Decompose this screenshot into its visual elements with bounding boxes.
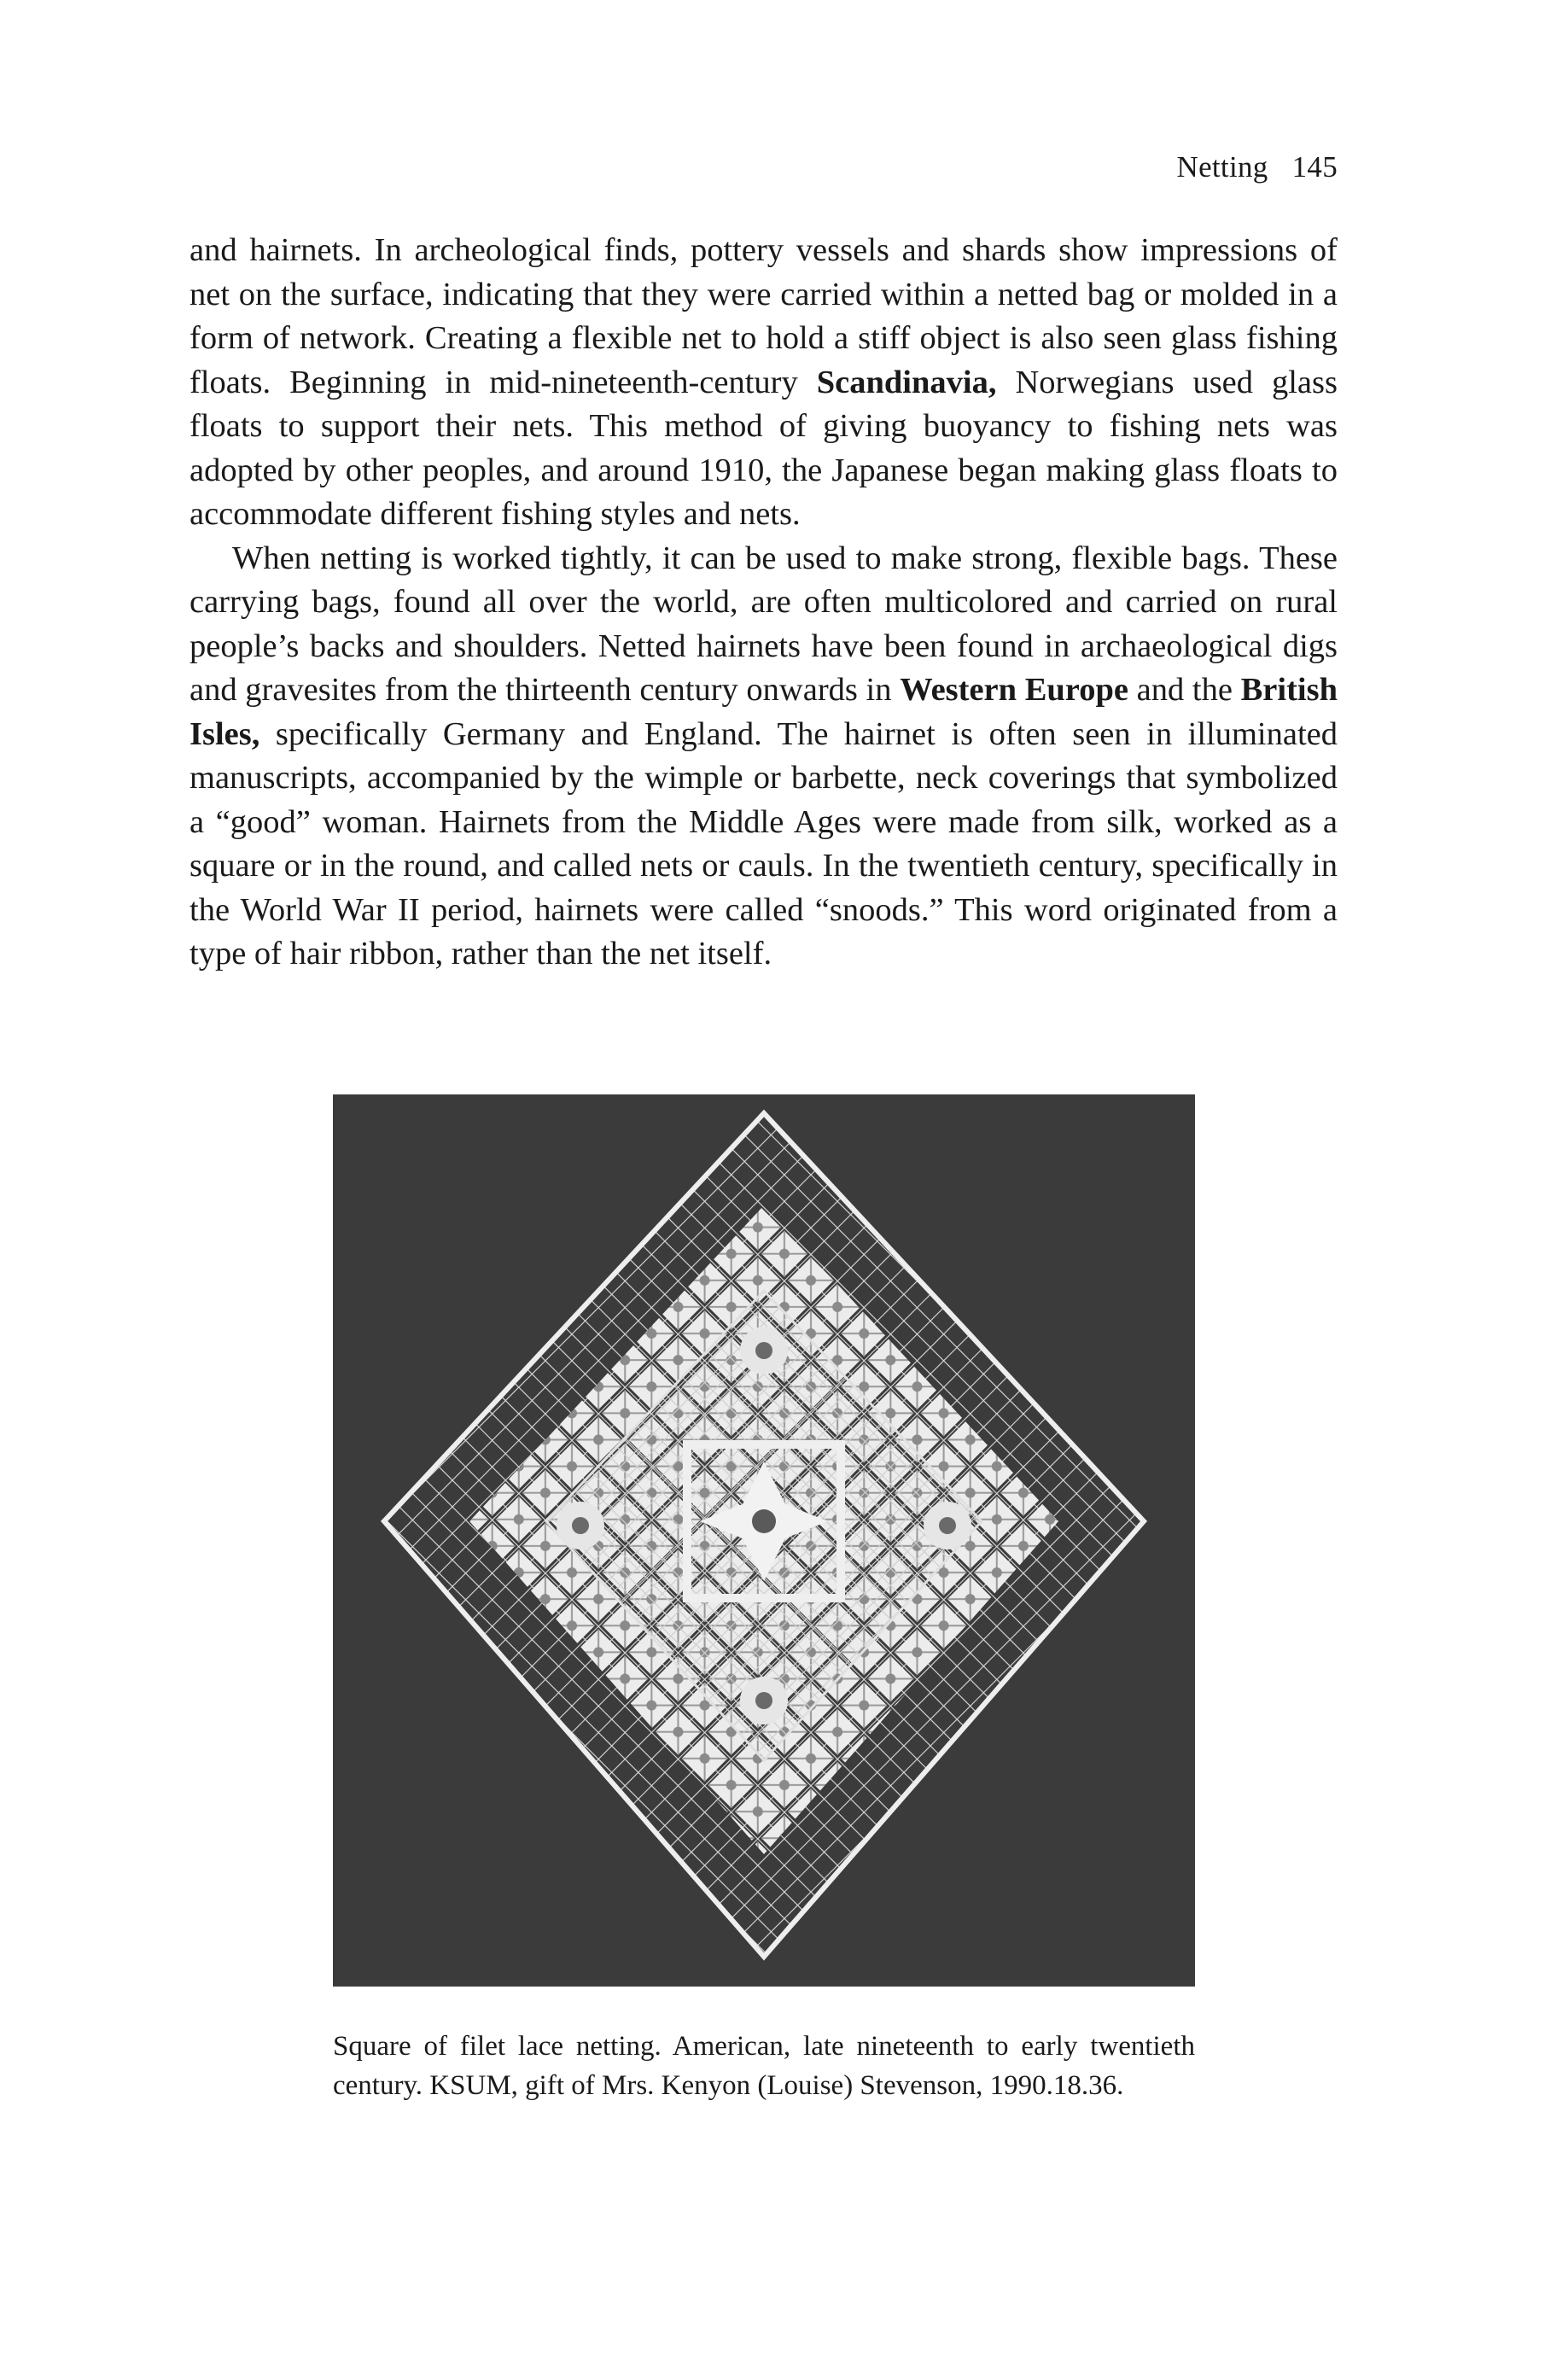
flower-motif-left — [557, 1502, 604, 1549]
text-run: When netting is worked tightly, it can be used to make strong, flexible bags. These carrying bags, found all over the world, are often multicolored and carried on rural people’s backs and shoulders. Netted hairnets have been found in archaeological digs and gravesites from the thirteenth century onwards in — [189, 540, 1338, 708]
text-run: and hairnets. In archeological finds, pottery vessels and shards show impressions of net on the surface, indicating that they were carried within a netted bag or molded in a form of network. Creating a flexible net to hold a stiff object is also seen glass fishing floats. Beginning in mid-nineteenth-century — [189, 232, 1338, 400]
running-head — [1177, 152, 1338, 182]
flower-motif-top — [740, 1327, 788, 1374]
flower-motif-right — [924, 1502, 971, 1549]
running-head-section: Netting — [1176, 150, 1268, 184]
body-text — [189, 229, 1338, 977]
flower-motif-bottom — [740, 1677, 788, 1724]
text-run: specifically Germany and England. The hairnet is often seen in illuminated manuscripts, accompanied by the wimple or barbette, neck coverings that symbolized a “good” woman. Hairnets from the Middle Ages were made from silk, worked as a square or in the round, and called nets or cauls. In the twentieth century, specifically in the World War II period, hairnets were called “snoods.” This word originated from a type of hair ribbon, rather than the net itself. — [189, 715, 1338, 972]
bold-term: Western Europe — [900, 672, 1128, 708]
filet-lace-image — [333, 1094, 1195, 1987]
figure-caption: Square of filet lace netting. American, late nineteenth to early twentieth century. KSUM, gift of Mrs. Kenyon (Louise) Stevenson, 1990.18.36. — [333, 2031, 1195, 2101]
bold-term: British Isles, — [189, 672, 1338, 752]
figure-filet-lace-photo — [333, 1094, 1195, 1987]
text-run: and the — [1128, 672, 1241, 708]
paragraph-2 — [189, 537, 1338, 977]
text-run: Norwegians used glass floats to support their nets. This method of giving buoyancy to fishing nets was adopted by other peoples, and around 1910, the Japanese began making glass floats to accommodate different fishing styles and nets. — [189, 364, 1338, 532]
bold-term: Scandinavia, — [816, 364, 997, 400]
paragraph-1 — [189, 229, 1338, 537]
page-number: 145 — [1291, 150, 1338, 184]
